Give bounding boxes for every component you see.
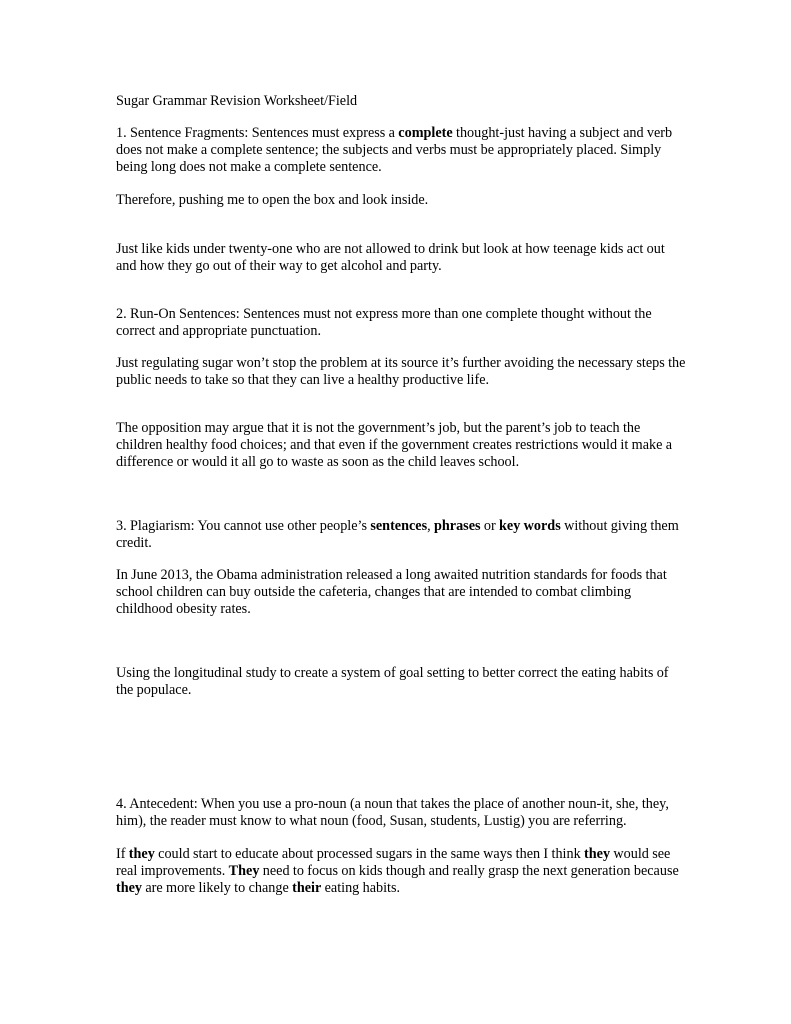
section-1-rule <box>116 125 686 177</box>
section-2-rule-text: Sentences must not express more than one complete thought without the correct and appropriate punctuation. <box>116 306 652 340</box>
section-4-example-text-f: eating habits. <box>321 880 401 897</box>
section-4-bold-they-2: they <box>584 846 611 862</box>
section-3-bold-key-words: key words <box>499 518 561 534</box>
section-3-example-1: In June 2013, the Obama administration released a long awaited nutrition standards for foods that school children can buy outside the cafeteria, changes that are intended to combat climbing childhood obesity rates. <box>116 567 667 618</box>
section-4-bold-they-4: they <box>116 880 143 897</box>
section-4-bold-their: their <box>292 880 322 897</box>
section-3-heading: 3. Plagiarism: <box>116 518 195 534</box>
section-4-rule <box>116 796 686 830</box>
section-4-example <box>116 846 686 898</box>
section-1-example-1: Therefore, pushing me to open the box and look inside. <box>116 192 429 208</box>
section-2-heading: 2. Run-On Sentences: <box>116 306 240 322</box>
section-4-example-text-d: need to focus on kids though and really grasp the next generation because <box>259 863 679 880</box>
section-3-rule-text-c: or <box>480 518 500 534</box>
section-3-bold-phrases: phrases <box>434 518 481 534</box>
section-3-rule-text-a: You cannot use other people’s <box>194 518 371 534</box>
section-1-rule-text-a: Sentences must express a <box>248 125 399 141</box>
section-4-example-text-b: could start to educate about processed sugars in the same ways then I think <box>154 846 585 862</box>
section-3-example-2: Using the longitudinal study to create a system of goal setting to better correct the eating habits of the populace. <box>116 665 669 699</box>
section-3-rule-text-d: without giving them credit. <box>116 518 679 552</box>
section-2-example-2: The opposition may argue that it is not the government’s job, but the parent’s job to teach the children healthy food choices; and that even if the government creates restrictions would it make a difference or would it all go to waste as soon as the child leaves school. <box>116 420 673 471</box>
section-4-rule-text: When you use a pro-noun (a noun that takes the place of another noun-it, she, they, him), the reader must know to what noun (food, Susan, students, Lustig) you are referring. <box>116 796 669 830</box>
section-4-example-text-a: If <box>116 846 129 862</box>
document-title: Sugar Grammar Revision Worksheet/Field <box>116 93 358 109</box>
section-4-example-text-c: would see real improvements. <box>116 846 671 880</box>
section-1-rule-bold: complete <box>398 125 453 141</box>
section-4-bold-they-3: They <box>228 863 260 880</box>
section-2-rule <box>116 306 686 340</box>
section-2-example-1: Just regulating sugar won’t stop the problem at its source it’s further avoiding the necessary steps the public needs to take so that they can live a healthy productive life. <box>116 355 686 389</box>
section-3-rule-text-b: , <box>427 518 435 534</box>
section-3-rule <box>116 518 686 552</box>
section-3-bold-sentences: sentences <box>370 518 428 534</box>
section-4-heading: 4. Antecedent: <box>116 796 198 812</box>
section-1-example-2: Just like kids under twenty-one who are not allowed to drink but look at how teenage kids act out and how they go out of their way to get alcohol and party. <box>116 241 665 275</box>
section-4-example-text-e: are more likely to change <box>142 880 293 897</box>
section-1-rule-text-b: thought-just having a subject and verb does not make a complete sentence; the subjects and verbs must be appropriately placed. Simply being long does not make a complete sentence. <box>116 125 673 176</box>
section-1-heading: 1. Sentence Fragments: <box>116 125 249 141</box>
section-4-bold-they-1: they <box>128 846 155 862</box>
